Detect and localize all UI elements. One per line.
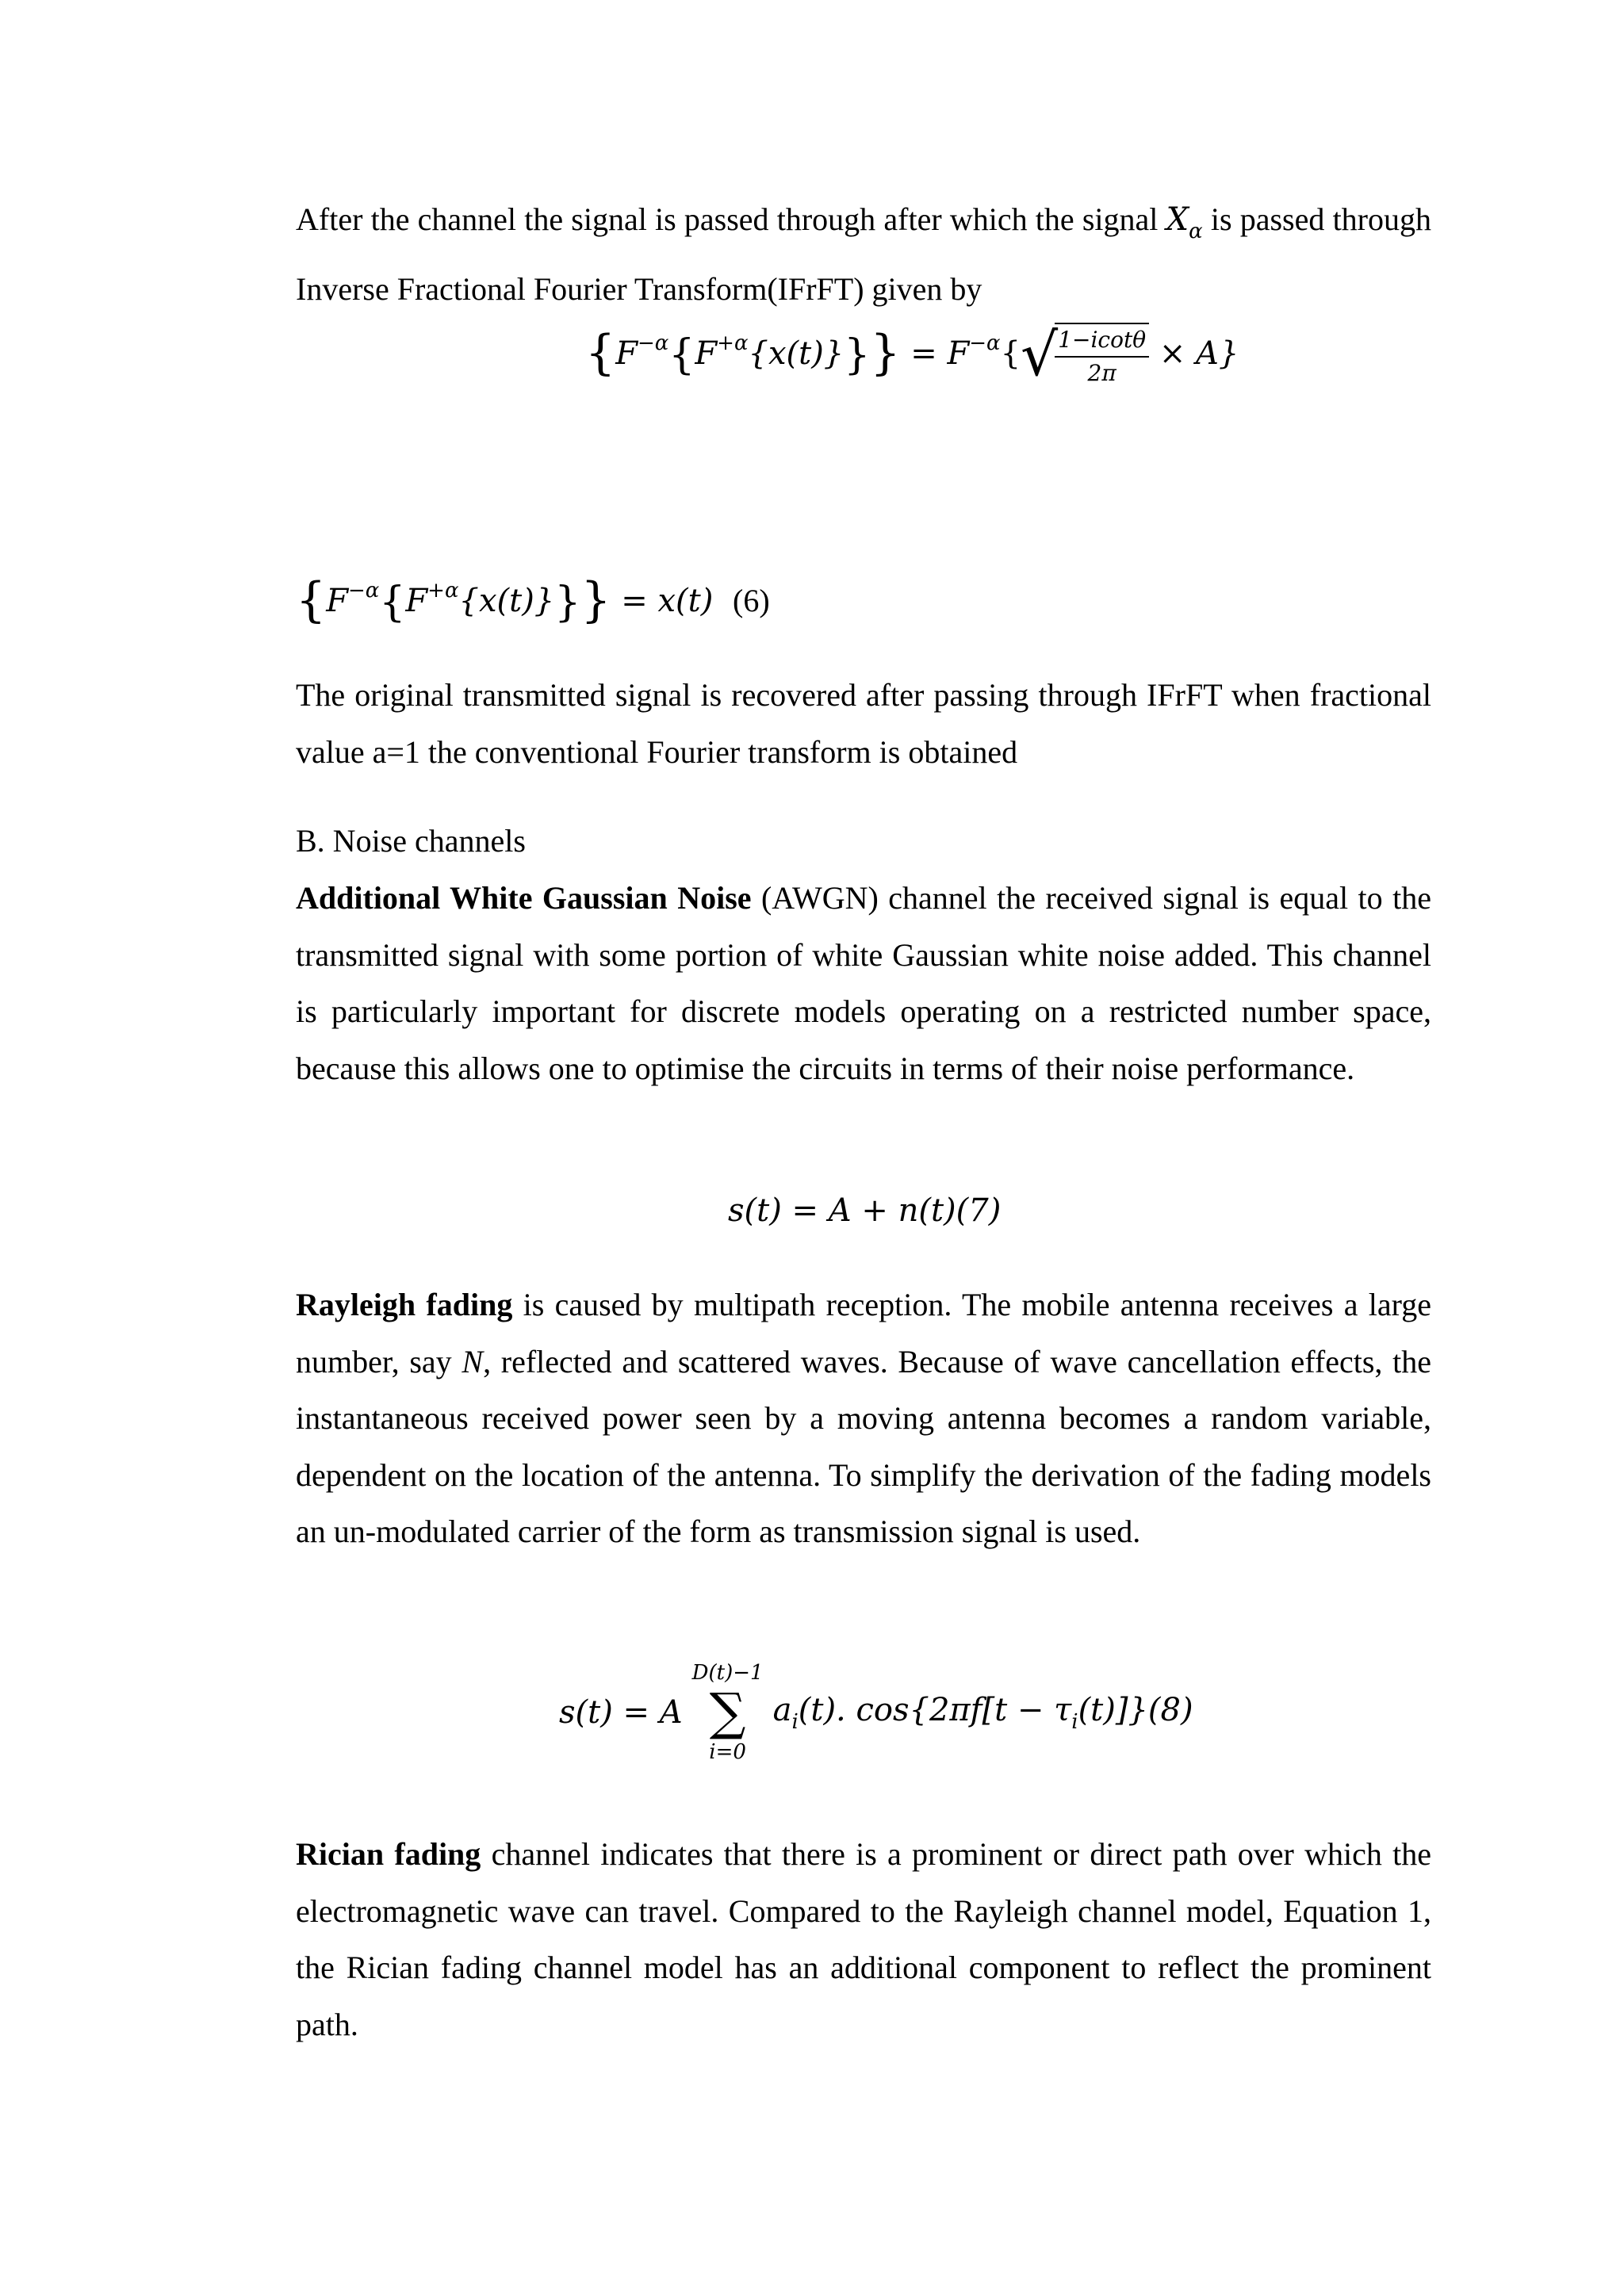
eq8-summation <box>692 1657 764 1768</box>
sigma-symbol: ∑ <box>709 1683 746 1742</box>
symbol-x-alpha <box>1166 201 1203 243</box>
eq6-lhs-sup1: −α <box>347 579 380 603</box>
eq5-rhs-open: { <box>1000 335 1021 372</box>
eq5-lhs-sup2: +α <box>717 331 749 355</box>
eq6-lhs-sup2: +α <box>427 579 459 603</box>
eq8-lhs: s(t) = A <box>559 1694 683 1731</box>
eq8-lower-limit: i=0 <box>709 1740 746 1764</box>
equation-7: s(t) = A + n(t)(7) <box>728 1192 1002 1229</box>
equation-6: $\{F^{-\alpha}\{F^{+\alpha}\{x(t)\}\}\} = x(t)$ (6) <box>296 572 770 628</box>
eq5-rhs-sup: −α <box>969 331 1001 355</box>
eq6-lhs-f: F <box>326 583 348 619</box>
eq8-summand-a: a <box>772 1691 792 1728</box>
equation-ifrft: $\{F^{-\alpha}\{F^{+\alpha}\{x(t)\}\}\} = F^{-\alpha}\{√$ $\frac{1-icot\theta}{2\pi}$ × A} <box>585 321 1239 389</box>
eq5-rhs-tail: × A} <box>1159 335 1239 372</box>
paragraph-awgn <box>296 870 1431 1096</box>
intro-prefix-text: After the channel the signal is passed through after which the signal <box>296 201 1159 237</box>
eq6-number: (6) <box>733 583 770 618</box>
paragraph-rician <box>296 1826 1431 2053</box>
rayleigh-text-2: , reflected and scattered waves. Because of wave cancellation effects, the instantaneous received power seen by a moving antenna becomes a random variable, dependent on the location of the antenna. To simplify the derivation of the fading models an un-modulated carrier of the form as transmission signal is used. <box>296 1343 1432 1549</box>
paragraph-recovered: The original transmitted signal is recovered after passing through IFrFT when fractional value a=1 the conventional Fourier transform is obtained <box>296 677 1431 770</box>
eq6-lhs-inner: {x(t)} <box>458 583 555 619</box>
rayleigh-text-1: is caused by multipath reception. The mobile antenna receives a large number, say <box>296 1287 1431 1380</box>
eq6-rhs: = x(t) <box>621 583 714 619</box>
eq5-frac-denominator: 2π <box>1087 360 1116 386</box>
sqrt-symbol: √ <box>1021 321 1059 389</box>
awgn-text: (AWGN) channel the received signal is equal to the transmitted signal with some portion of white Gaussian white noise added. This channel is particularly important for discrete models operating on a restricted number space, because this allows one to optimise the circuits in terms of their noise performance. <box>296 880 1431 1086</box>
eq8-upper-limit: D(t)−1 <box>691 1661 764 1685</box>
awgn-bold-lead: Additional White Gaussian Noise <box>296 880 752 916</box>
rician-bold-lead: Rician fading <box>296 1836 481 1872</box>
paragraph-rayleigh <box>296 1276 1431 1560</box>
rayleigh-bold-lead: Rayleigh fading <box>296 1287 513 1322</box>
eq8-summand-end: (t)]}(8) <box>1078 1691 1193 1728</box>
eq5-rhs-f: F <box>947 335 970 372</box>
eq6-lhs-f2: F <box>405 583 428 619</box>
symbol-x-subscript: α <box>1189 220 1203 243</box>
eq8-tau-sub: i <box>1071 1709 1078 1734</box>
eq5-lhs-f: F <box>615 335 638 372</box>
eq5-frac-numerator: 1−icotθ <box>1055 323 1149 358</box>
eq5-lhs-f2: F <box>695 335 718 372</box>
symbol-x-base: X <box>1166 201 1189 238</box>
eq5-lhs-sup1: −α <box>637 331 669 355</box>
paragraph-intro <box>296 191 1431 317</box>
eq5-lhs-inner: {x(t)} <box>748 335 845 372</box>
intro-suffix-text: is passed through Inverse Fractional Fourier Transform(IFrFT) given by <box>296 201 1432 307</box>
eq8-summand-sub: i <box>791 1709 799 1734</box>
section-heading-noise-channels: B. Noise channels <box>296 823 526 859</box>
equation-8 <box>559 1657 1193 1768</box>
rician-text: channel indicates that there is a prominent or direct path over which the electromagnetic wave can travel. Compared to the Rayleigh channel model, Equation 1, the Rician fading channel model has an additional component to reflect the prominent path. <box>296 1836 1432 2042</box>
eq8-summand-mid: (t). cos{2πf[t − τ <box>798 1691 1072 1728</box>
eq5-equals: = <box>910 335 937 372</box>
eq5-fraction <box>1055 323 1149 389</box>
rayleigh-italic-n: N <box>462 1343 484 1380</box>
eq8-summand <box>772 1691 1193 1734</box>
